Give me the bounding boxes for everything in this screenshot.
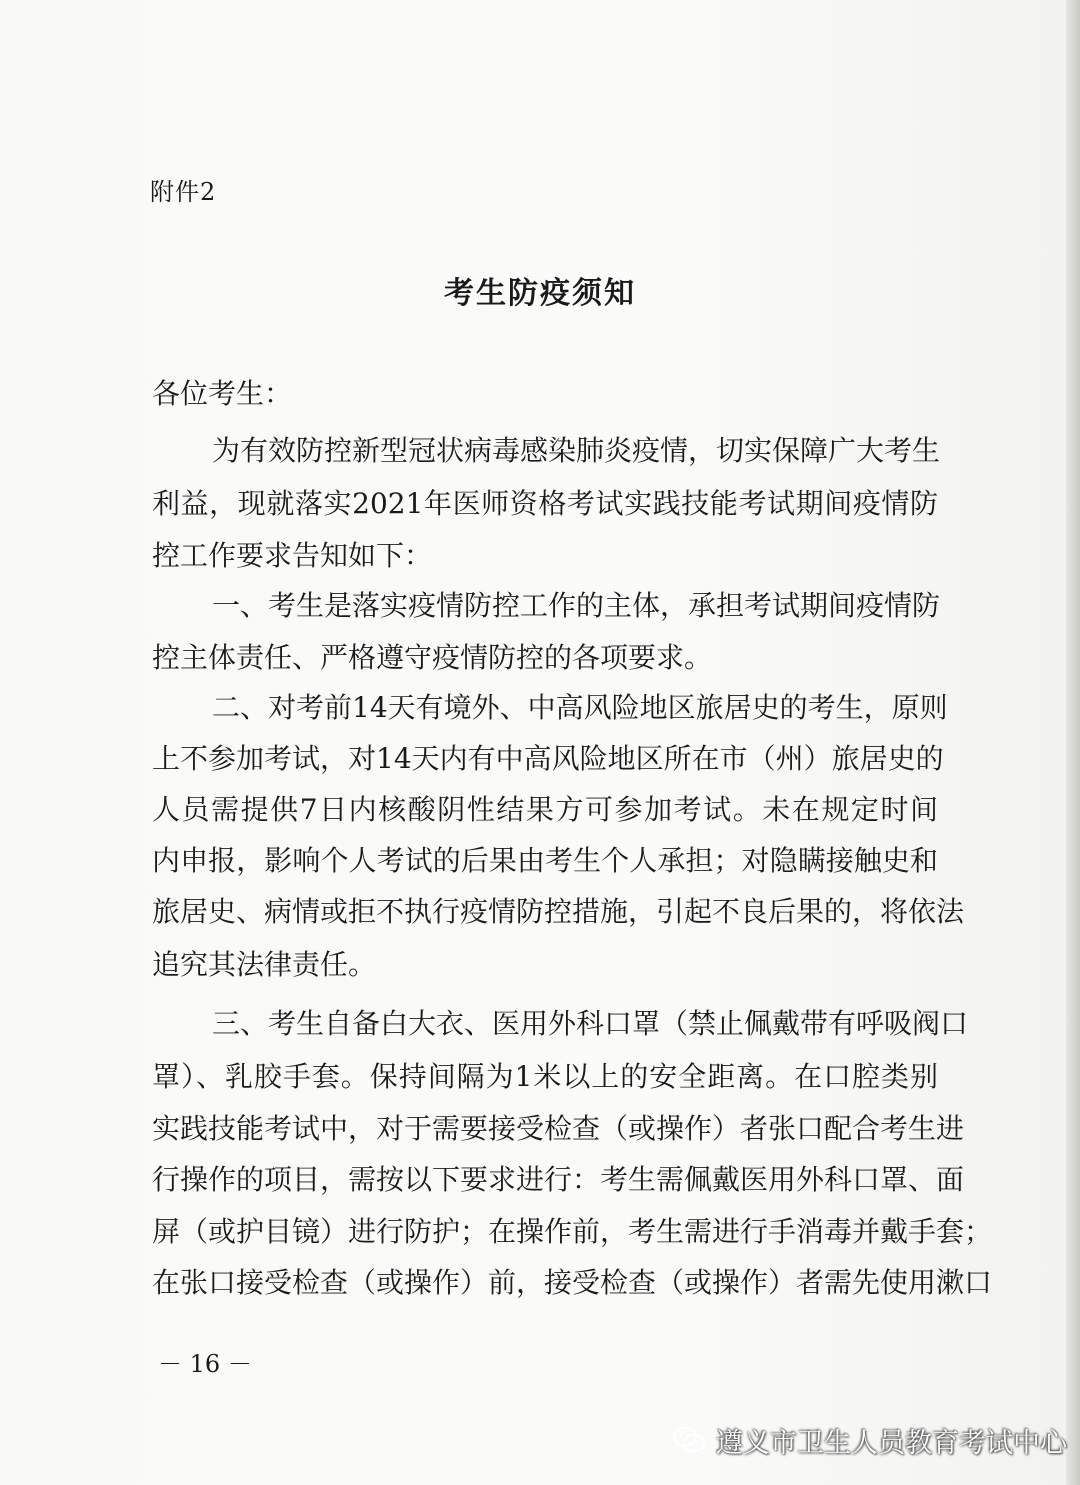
paragraph-4-line-1: 三、考生自备白大衣、医用外科口罩（禁止佩戴带有呼吸阀口: [212, 1007, 969, 1040]
paragraph-4-line-5: 屏（或护目镜）进行防护；在操作前，考生需进行手消毒并戴手套；: [152, 1215, 993, 1248]
attachment-label: 附件2: [150, 178, 217, 206]
paragraph-4-line-3: 实践技能考试中，对于需要接受检查（或操作）者张口配合考生进: [152, 1112, 965, 1145]
paragraph-3-line-1: 二、对考前14天有境外、中高风险地区旅居史的考生，原则: [212, 691, 948, 724]
paragraph-1-line-1: 为有效防控新型冠状病毒感染肺炎疫情，切实保障广大考生: [212, 434, 941, 467]
paragraph-3-line-3: 人员需提供7日内核酸阴性结果方可参加考试。未在规定时间: [152, 793, 938, 826]
page-binding-edge: [1066, 0, 1080, 1485]
paragraph-3-line-5: 旅居史、病情或拒不执行疫情防控措施，引起不良后果的，将依法: [152, 895, 965, 928]
paragraph-1-line-3: 控工作要求告知如下：: [152, 539, 433, 572]
paragraph-1-line-2: 利益，现就落实2021年医师资格考试实践技能考试期间疫情防: [152, 487, 938, 520]
paragraph-2-line-2: 控主体责任、严格遵守疫情防控的各项要求。: [152, 641, 713, 674]
wechat-icon: [672, 1425, 706, 1455]
paragraph-3-line-6: 追究其法律责任。: [152, 948, 377, 981]
watermark-text: 遵义市卫生人员教育考试中心: [716, 1427, 1067, 1459]
salutation-line: 各位考生：: [152, 377, 293, 410]
paragraph-4-line-6: 在张口接受检查（或操作）前，接受检查（或操作）者需先使用漱口: [152, 1266, 993, 1299]
paragraph-4-line-4: 行操作的项目，需按以下要求进行：考生需佩戴医用外科口罩、面: [152, 1163, 965, 1196]
paragraph-4-line-2: 罩）、乳胶手套。保持间隔为1米以上的安全距离。在口腔类别: [152, 1060, 938, 1093]
paragraph-3-line-2: 上不参加考试，对14天内有中高风险地区所在市（州）旅居史的: [152, 742, 944, 775]
document-title: 考生防疫须知: [444, 276, 636, 311]
paragraph-3-line-4: 内申报，影响个人考试的后果由考生个人承担；对隐瞒接触史和: [152, 844, 938, 877]
paragraph-2-line-1: 一、考生是落实疫情防控工作的主体，承担考试期间疫情防: [212, 589, 941, 622]
watermark: [672, 1418, 1067, 1462]
page-number: － 16 －: [158, 1350, 252, 1378]
